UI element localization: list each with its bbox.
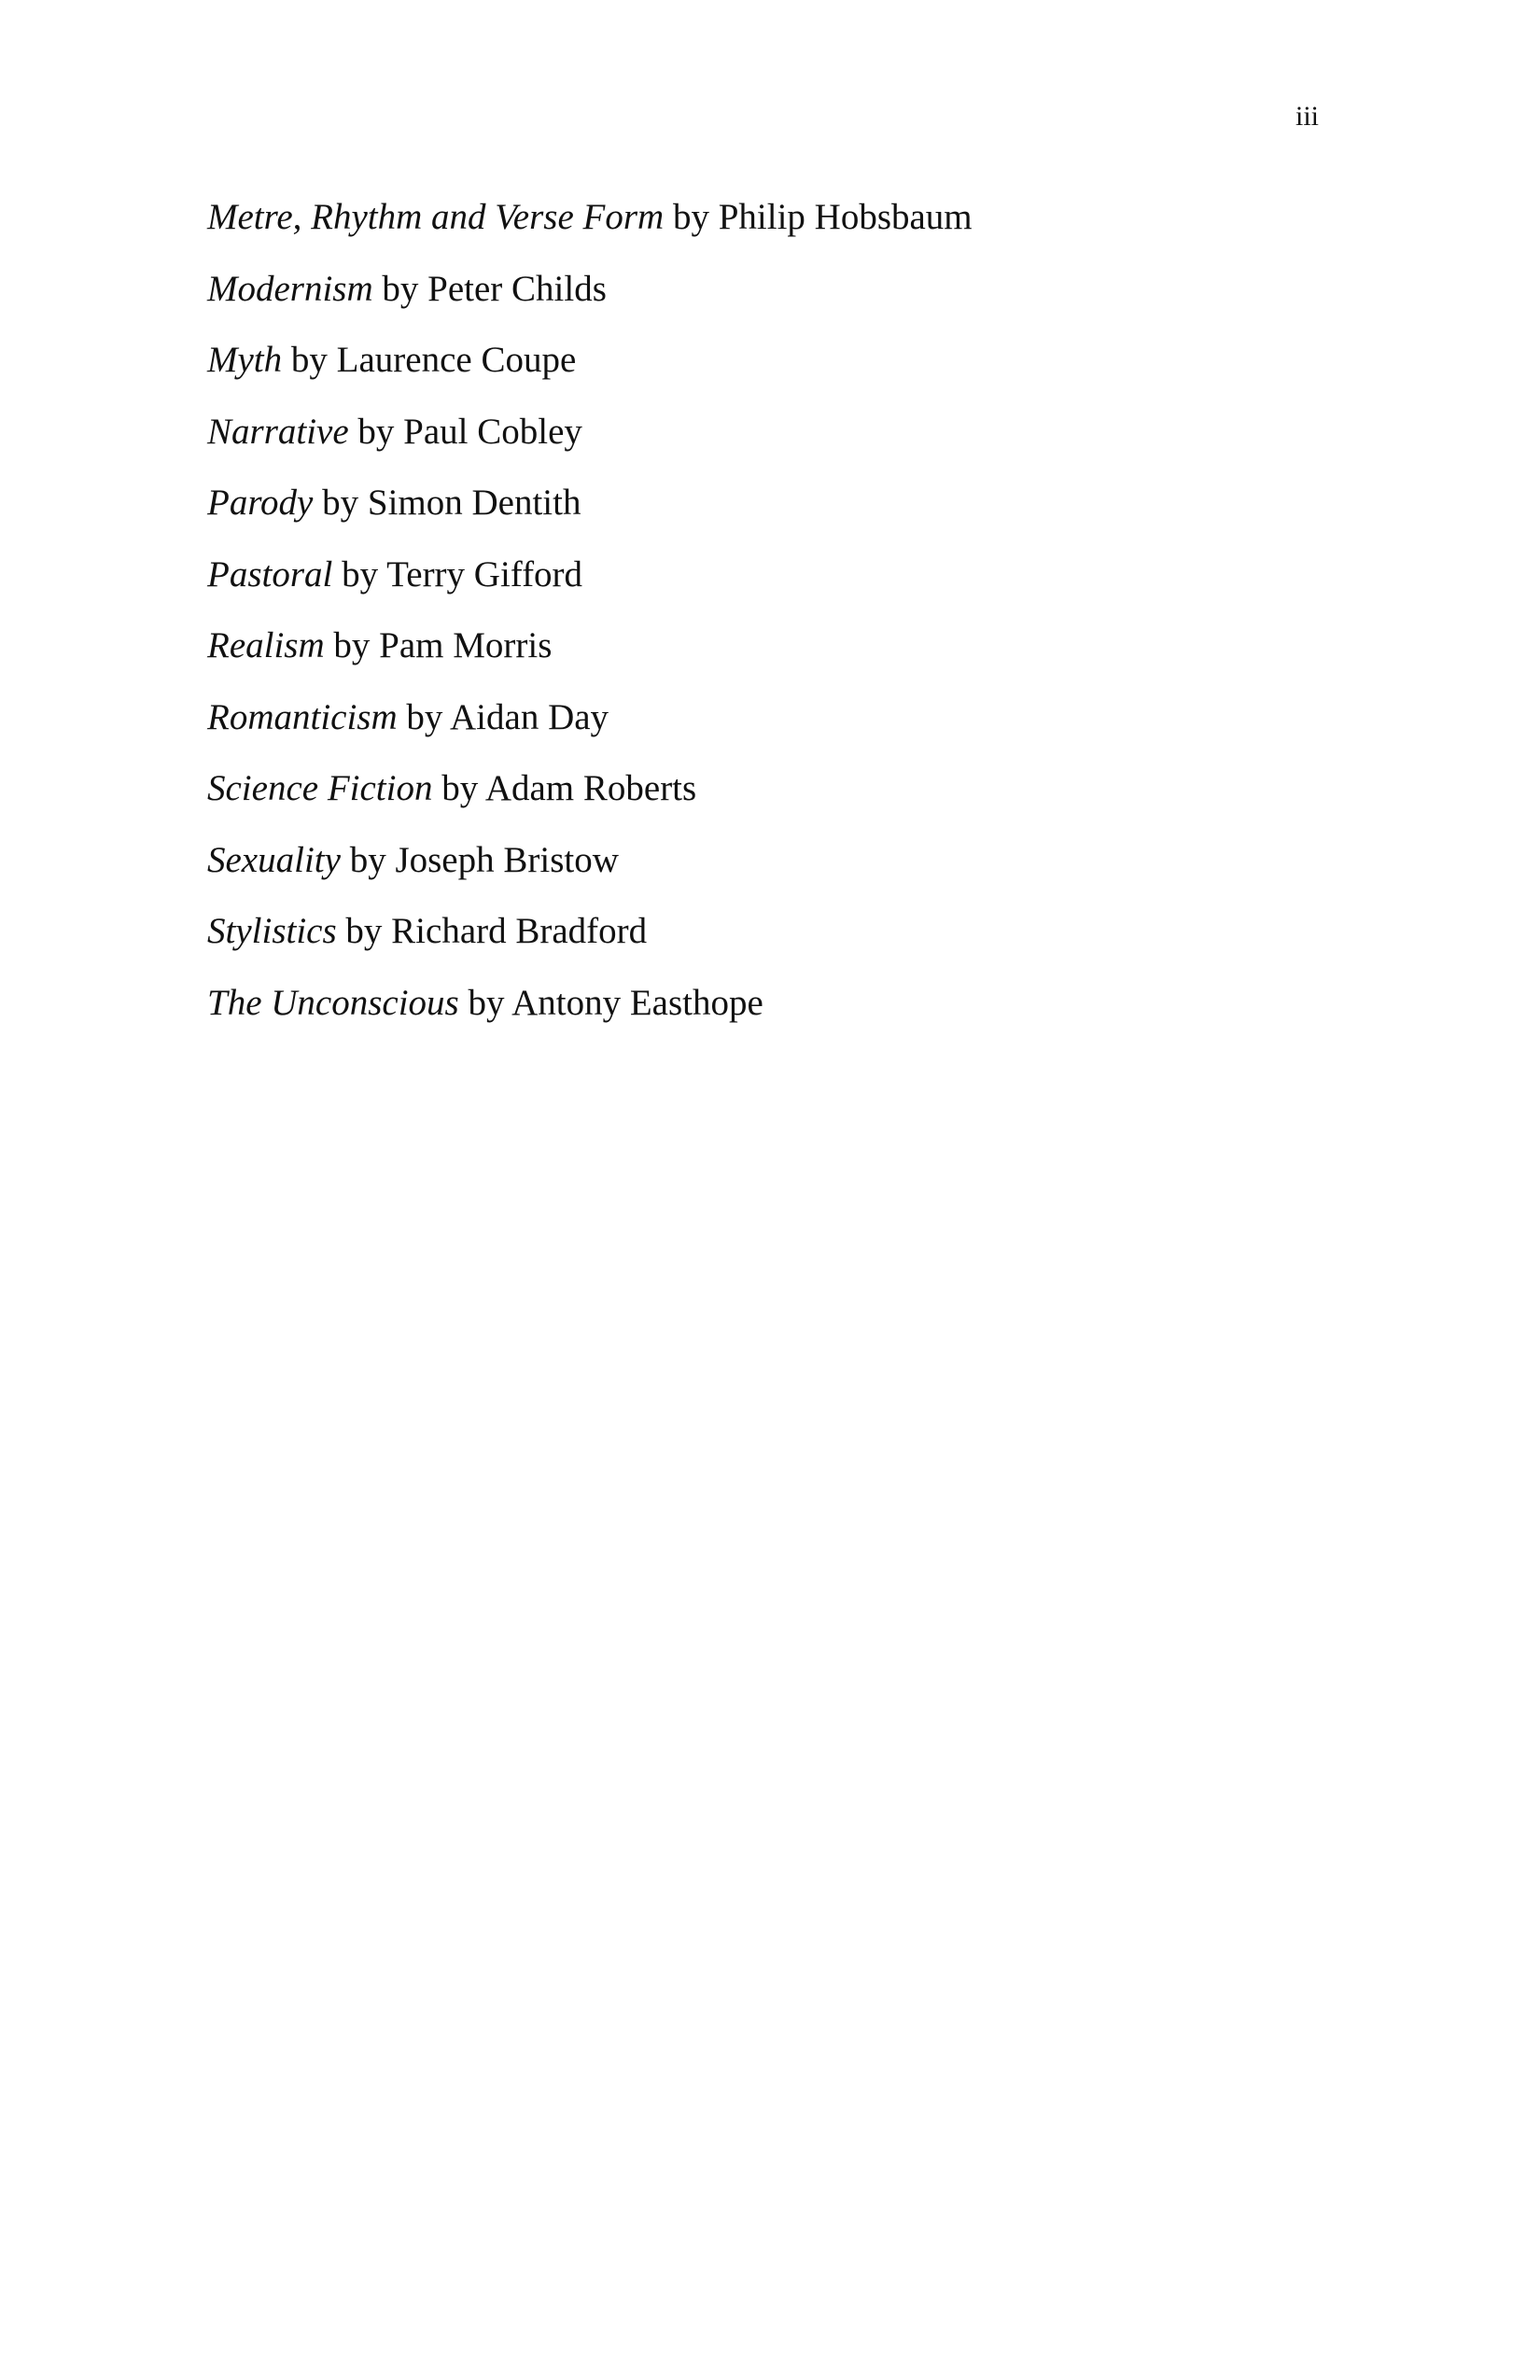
- book-title: Realism: [207, 625, 325, 665]
- book-title: Metre, Rhythm and Verse Form: [207, 197, 665, 237]
- book-title: Modernism: [207, 268, 373, 309]
- list-item: [207, 968, 973, 1040]
- list-item: [207, 825, 973, 897]
- book-author: by Adam Roberts: [441, 768, 697, 808]
- list-item: [207, 254, 973, 326]
- book-title: Stylistics: [207, 911, 337, 951]
- list-item: [207, 753, 973, 825]
- book-author: by Joseph Bristow: [349, 839, 619, 880]
- book-author: by Aidan Day: [406, 696, 609, 737]
- book-title: Sexuality: [207, 839, 341, 880]
- book-title: Romanticism: [207, 696, 398, 737]
- book-author: by Richard Bradford: [345, 911, 648, 951]
- list-item: [207, 468, 973, 539]
- series-list: [207, 182, 973, 1039]
- list-item: [207, 896, 973, 968]
- book-author: by Peter Childs: [382, 268, 607, 309]
- book-title: Science Fiction: [207, 768, 433, 808]
- list-item: [207, 182, 973, 254]
- book-title: Narrative: [207, 411, 349, 452]
- book-title: Pastoral: [207, 553, 333, 595]
- book-author: by Philip Hobsbaum: [672, 197, 973, 237]
- book-author: by Antony Easthope: [468, 982, 763, 1023]
- book-author: by Simon Dentith: [322, 483, 581, 523]
- page-number: iii: [1295, 101, 1319, 132]
- list-item: [207, 610, 973, 682]
- book-title: The Unconscious: [207, 982, 459, 1023]
- list-item: [207, 682, 973, 754]
- book-title: Parody: [207, 483, 314, 523]
- list-item: [207, 397, 973, 469]
- book-author: by Laurence Coupe: [290, 340, 577, 380]
- book-author: by Terry Gifford: [342, 553, 583, 595]
- book-author: by Pam Morris: [333, 625, 553, 665]
- list-item: [207, 539, 973, 611]
- book-title: Myth: [207, 340, 283, 380]
- list-item: [207, 325, 973, 397]
- book-author: by Paul Cobley: [357, 411, 582, 452]
